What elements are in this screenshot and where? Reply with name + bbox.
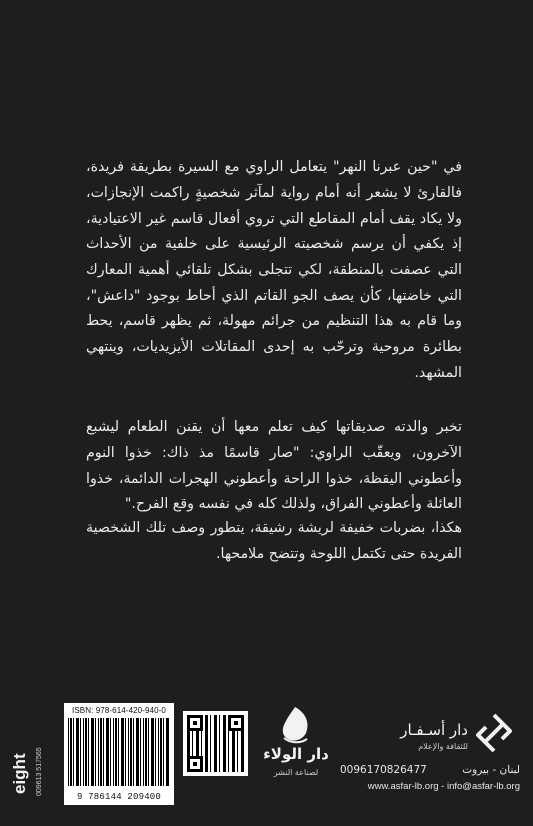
isbn-label: ISBN: 978-614-420-940-0: [72, 706, 166, 715]
isbn-barcode: [64, 703, 174, 805]
qr-code: [183, 711, 248, 776]
blurb-paragraph-1: في "حين عبرنا النهر" يتعامل الراوي مع السيرة بطريقة فريدة، فالقارئ لا يشعر أنه أمام رواية لمآثر شخصيةٍ راكمت الإنجازات، ولا يكاد يقف أمام المقاطع التي تروي أفعال قاسم غير الاعتيادية، إذ يكفي أن يرسم شخصيته الرئيسية على خلفية من الأحداث التي عصفت بالمنطقة، لكي تتجلى بشكل تلقائي أهمية المعارك التي خاضتها، كأن يصف الجو القاتم الذي أحاط بوجود "داعش"، وما قام به هذا التنظيم من جرائم مهولة، ثم يظهر قاسم، يحط بطائرة مروحية وترحّب به إحدى المقاتلات الأيزيديات، وينتهي المشهد.: [86, 159, 462, 381]
contact-line: [340, 764, 520, 776]
dar-asfar-name: دار أسـفـار: [400, 721, 468, 739]
barcode-digits: 9 786144 209400: [76, 792, 161, 802]
contact-web-email: www.asfar-lb.org - info@asfar-lb.org: [367, 781, 520, 792]
dar-al-walaa-logo-icon: [276, 705, 314, 745]
contact-city: لبنان - بيروت: [462, 764, 520, 776]
contact-phone: 0096170826477: [340, 764, 427, 776]
blurb-paragraph-3: هكذا، بضربات خفيفة لريشة رشيقة، يتطور وصف تلك الشخصية الفريدة حتى تكتمل اللوحة وتتضح ملامحها.: [86, 520, 462, 562]
dar-al-walaa-subtitle: لصناعة النشر: [273, 768, 319, 777]
dar-asfar-subtitle: للثقافة والإعلام: [418, 742, 468, 751]
blurb-paragraph-2: تخبر والدته صديقاتها كيف تعلم معها أن يقنن الطعام ليشبع الآخرون، ويعقّب الراوي: "صار قاسمًا مذ ذاك: خذوا النوم وأعطوني اليقظة، خذوا الراحة وأعطوني الهجرات الدائمة، خذوا العائلة وأعطوني الفراق، ولذلك كله في نفسه وقع الفرح.": [86, 419, 462, 513]
barcode-bars: [68, 718, 170, 786]
eight-code: 009613 517565: [36, 747, 43, 796]
dar-al-walaa-name: دار الولاء: [263, 745, 329, 763]
eight-logo: eight: [10, 753, 29, 794]
dar-asfar-logo-icon: [472, 711, 516, 755]
qr-pattern: [187, 715, 244, 772]
